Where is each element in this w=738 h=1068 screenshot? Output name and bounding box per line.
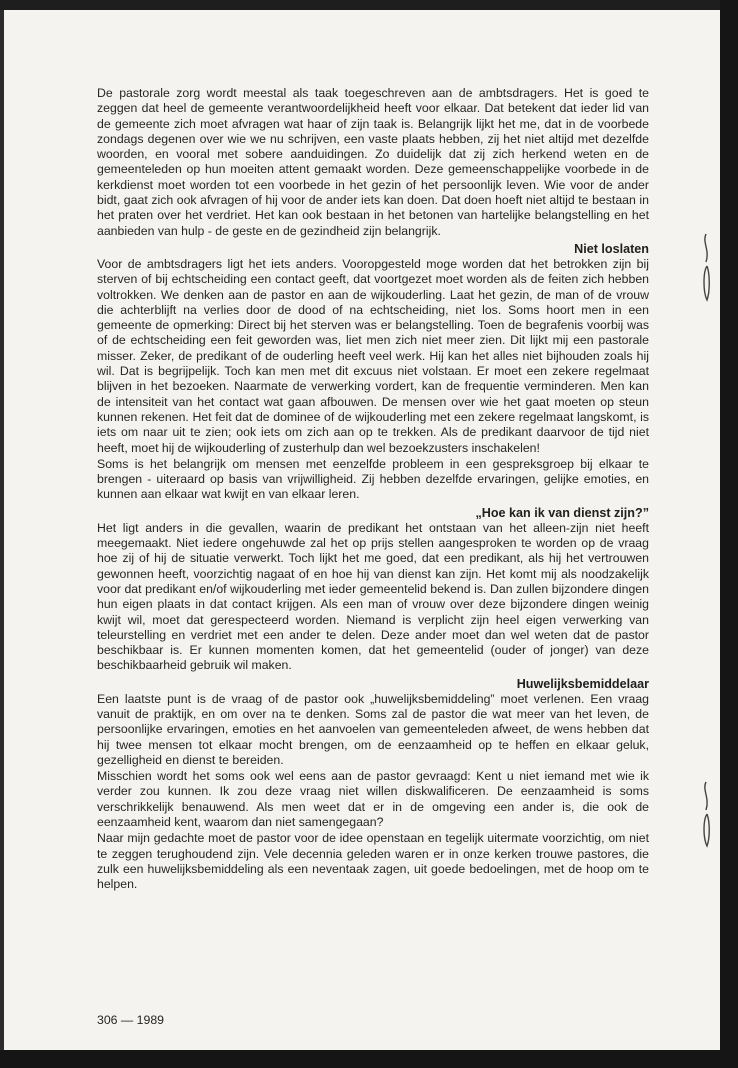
binding-clip-upper-icon <box>700 232 714 304</box>
body-paragraph: Misschien wordt het soms ook wel eens aan de pastor gevraagd: Kent u niet iemand met wie ik verder zou kunnen. Ik zou deze vraag niet willen diskwalificeren. De eenzaamheid is soms verschrikkelijk benauwend. Als men weet dat er in de omgeving een ander is, die ook de eenzaamheid kent, waarom dan niet samengegaan? <box>97 769 649 830</box>
binding-clip-lower-icon <box>700 780 714 850</box>
section-heading-niet-loslaten: Niet loslaten <box>574 241 649 256</box>
body-paragraph: Voor de ambtsdragers ligt het iets anders. Vooropgesteld moge worden dat het betrokken zijn bij sterven of bij echtscheiding een contact geeft, dat voortgezet moet worden als de feiten zich hebben voltrokken. We denken aan de pastor en aan de wijkouderling. Laat het gezin, de man of de vrouw die achterblijft na verlies door de dood of na echtscheiding, niet los. Soms hoort men in een gemeente de opmerking: Direct bij het sterven was er belangstelling. Toen de begrafenis voorbij was of de echtscheiding een feit geworden was, liet men zich niet meer zien. Dit lijkt mij een pastorale misser. Zeker, de predikant of de ouderling heeft veel werk. Hij kan het alles niet bijhouden zoals hij wil. Dat is begrijpelijk. Toch kan men met dit excuus niet volstaan. Er moet een zekere regelmaat blijven in het bezoeken. Naarmate de verwerking vordert, kan de frequentie verminderen. Men kan de intensiteit van het contact wat gaan afbouwen. De mensen over wie het gaat moeten op steun kunnen rekenen. Het feit dat de dominee of de wijkouderling met een zekere regelmaat langskomt, is iets om naar uit te zien; ook iets om zich aan op te trekken. Als de predikant daarvoor de tijd niet heeft, moet hij de wijkouderling of zusterhulp dan wel bezoekzusters inschakelen! <box>97 256 649 455</box>
body-paragraph: Een laatste punt is de vraag of de pastor ook „huwelijksbemiddeling” moet verlenen. Een vraag vanuit de praktijk, en om over na te denken. Soms zal de pastor die wat meer van het leven, de persoonlijke ervaringen, emoties en het aanvoelen van gemeenteleden afweet, de wens hebben dat hij twee mensen tot elkaar mocht brengen, om de eenzaamheid op te heffen en elkaar geluk, gezelligheid en dienst te bereiden. <box>97 691 649 767</box>
body-paragraph: Het ligt anders in die gevallen, waarin de predikant het ontstaan van het alleen-zijn niet heeft meegemaakt. Niet iedere ongehuwde zal het op prijs stellen aangesproken te worden op de vraag hoe zij of hij de situatie verwerkt. Toch lijkt het me goed, dat een predikant, als hij het vertrouwen gewonnen heeft, voorzichtig nagaat of en hoe hij van dienst kan zijn. Het komt mij als noodzakelijk voor dat predikant en/of wijkouderling met ieder gemeentelid bekend is. Dan zullen bijzondere dingen hun eigen plaats in dat contact krijgen. Als een man of vrouw over deze bijzondere dingen weinig kwijt wil, moet dat gerespecteerd worden. Niemand is verplicht zijn heel eigen verwerking van teleurstelling en verdriet met een ander te delen. Deze ander moet dan wel weten dat de pastor beschikbaar is. Er kunnen momenten komen, dat het gemeentelid (ouder of jonger) van deze beschikbaarheid gebruik wil maken. <box>97 520 649 673</box>
body-paragraph: Naar mijn gedachte moet de pastor voor de idee openstaan en tegelijk uitermate voorzichtig, om niet te zeggen terughoudend zijn. Vele decennia geleden waren er in onze kerken trouwe pastores, die zulk een huwelijksbemiddeling als een neventaak zagen, uit goede bedoelingen, met de hoop om te helpen. <box>97 831 649 892</box>
page-folio: 306 — 1989 <box>97 1013 165 1027</box>
scan-top-edge <box>0 0 738 10</box>
scan-bottom-edge <box>0 1050 738 1068</box>
section-heading-hoe-kan-ik-van-dienst-zijn: „Hoe kan ik van dienst zijn?” <box>475 505 649 520</box>
article-body <box>97 86 649 894</box>
scan-right-edge <box>720 0 738 1068</box>
intro-paragraph: De pastorale zorg wordt meestal als taak toegeschreven aan de ambtsdragers. Het is goed te zeggen dat heel de gemeente verantwoordelijkheid heeft voor elkaar. Dat betekent dat ieder lid van de gemeente zich moet afvragen wat haar of zijn taak is. Belangrijk lijkt het me, dat in de voorbede zondags degenen over wie we nu schrijven, een vaste plaats hebben, zij het niet altijd met dezelfde woorden, en vooral met sobere aanduidingen. Zo duidelijk dat zij zich herkend weten en de gemeenteleden op hun moeiten attent gemaakt worden. Deze gemeenschappelijke voorbede in de kerkdienst moet worden tot een voorbede in het gezin of het persoonlijk leven. Wie voor de ander bidt, gaat zich ook afvragen of hij voor de ander iets kan doen. Dat doen hoeft niet altijd te bestaan in het praten over het verdriet. Het kan ook bestaan in het betonen van hartelijke belangstelling en het aanbieden van hulp - de geste en de gezindheid zijn belangrijk. <box>97 86 649 238</box>
section-heading-huwelijksbemiddelaar: Huwelijksbemiddelaar <box>516 676 649 691</box>
body-paragraph: Soms is het belangrijk om mensen met eenzelfde probleem in een gespreksgroep bij elkaar te brengen - uiteraard op basis van vrijwilligheid. Zij hebben dezelfde ervaringen, gelijke emoties, en kunnen aan elkaar wat kwijt en van elkaar leren. <box>97 456 649 502</box>
